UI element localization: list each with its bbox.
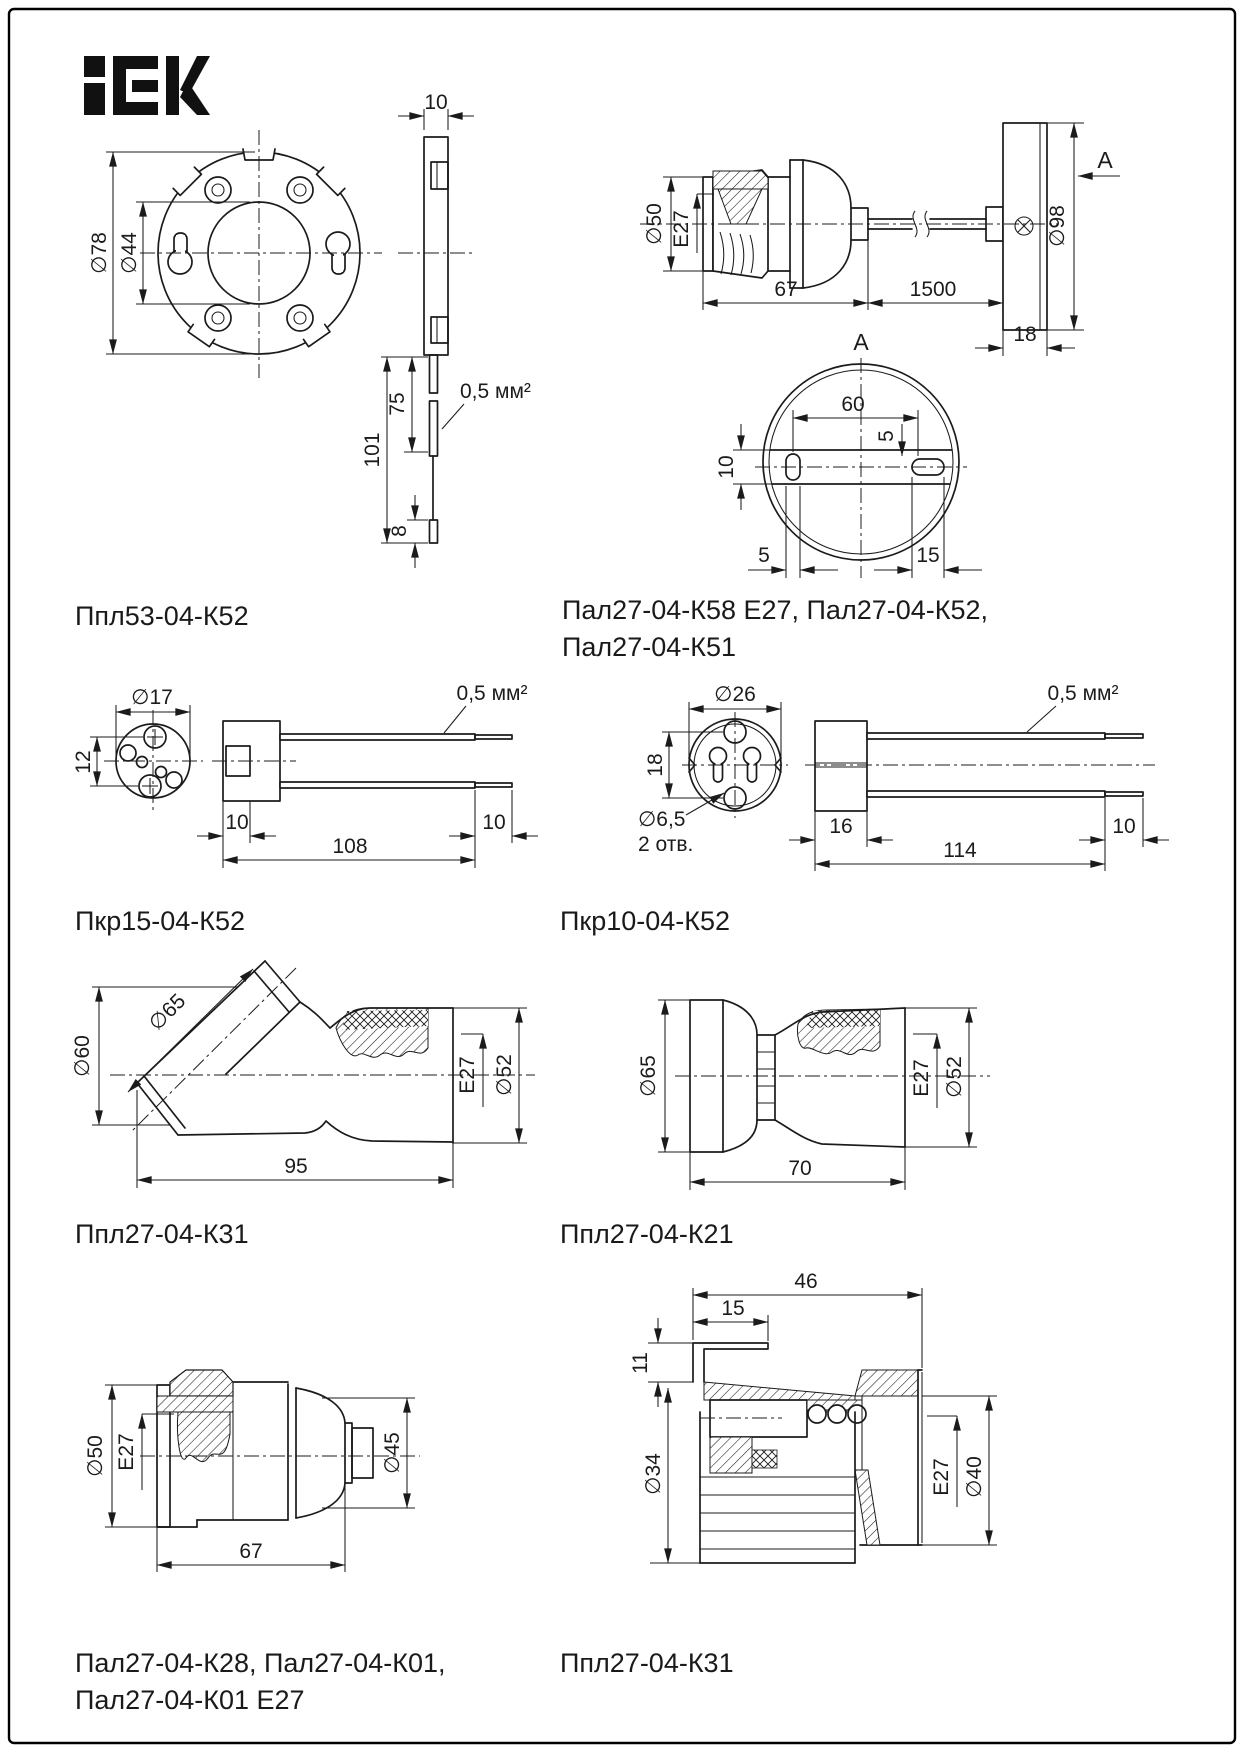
- dim-label-15: 15: [721, 1297, 745, 1320]
- d3-side-view: [212, 706, 512, 801]
- d4-dimensions: [662, 702, 1169, 871]
- iek-logo: [84, 56, 210, 115]
- d2-wall-plate: [1003, 123, 1047, 330]
- caption-pal27-k28-line1: Пал27-04-К28, Пал27-04-К01,: [75, 1648, 446, 1678]
- dim-label-18: 18: [1013, 323, 1037, 346]
- dim-label-dia34: ∅34: [642, 1453, 665, 1495]
- drawing-ppl27-04-k21: [637, 1000, 990, 1190]
- dim-label-12: 12: [72, 750, 95, 774]
- dim-label-16: 16: [829, 815, 853, 838]
- d2-section-a: [733, 358, 982, 578]
- wire-spec-label: 0,5 мм²: [460, 380, 531, 403]
- dim-label-95: 95: [284, 1155, 308, 1178]
- drawing-pal27-04-k28: [84, 1370, 420, 1572]
- dim-label-e27: E27: [456, 1056, 479, 1094]
- dim-label-10: 10: [1112, 815, 1136, 838]
- dim-label-8: 8: [388, 525, 411, 537]
- d4-face-view: [682, 712, 788, 818]
- dim-label-18: 18: [644, 753, 667, 777]
- dim-label-10-right: 10: [482, 811, 506, 834]
- d7-body: [140, 1370, 420, 1527]
- dim-label-70: 70: [788, 1157, 812, 1180]
- dim-label-dia17: ∅17: [131, 686, 173, 709]
- dim-label-5-offset: 5: [875, 430, 898, 442]
- wire-spec-label: 0,5 мм²: [456, 682, 528, 705]
- caption-pal27-line2: Пал27-04-К51: [562, 632, 736, 662]
- dim-label-e27: E27: [115, 1433, 138, 1471]
- dim-label-dia50: ∅50: [84, 1435, 107, 1477]
- dim-label-dia60: ∅60: [71, 1035, 94, 1077]
- dim-label-dia50: ∅50: [643, 203, 666, 245]
- dim-label-1500: 1500: [909, 278, 957, 301]
- dim-label-dia52: ∅52: [943, 1056, 966, 1098]
- wire-spec-label: 0,5 мм²: [1047, 682, 1119, 705]
- page-border: [9, 9, 1235, 1743]
- dim-label-dia6-5: ∅6,5: [638, 808, 686, 831]
- dim-label-2otv: 2 отв.: [638, 833, 694, 856]
- drawing-pkr10-04-k52: [638, 682, 1169, 871]
- d8-body: [693, 1343, 922, 1563]
- dim-label-e27: E27: [670, 210, 693, 248]
- caption-ppl53-04-k52: Ппл53-04-К52: [75, 601, 249, 631]
- caption-pal27-k28-line2: Пал27-04-К01 Е27: [75, 1685, 305, 1715]
- d5-body: [110, 961, 535, 1143]
- dim-label-5-bottom: 5: [758, 544, 770, 567]
- dim-label-dia78: ∅78: [88, 232, 111, 274]
- d3-face-view: [104, 710, 203, 813]
- caption-ppl27-04-k21: Ппл27-04-К21: [560, 1219, 734, 1249]
- drawing-pal27-04-k58: [640, 123, 1120, 578]
- dim-label-114: 114: [943, 839, 977, 862]
- dim-label-15: 15: [916, 544, 940, 567]
- dim-label-dia98: ∅98: [1046, 205, 1069, 247]
- dim-label-75: 75: [386, 392, 409, 416]
- dim-label-dia44: ∅44: [118, 232, 141, 274]
- dim-label-dia65: ∅65: [637, 1055, 660, 1097]
- dim-label-46: 46: [794, 1270, 818, 1293]
- dim-label-101: 101: [361, 432, 384, 468]
- caption-ppl27-04-k31: Ппл27-04-К31: [75, 1219, 249, 1249]
- dim-label-dia65: ∅65: [144, 989, 191, 1036]
- drawing-ppl53-04-k52: [88, 91, 531, 568]
- dim-label-e27: E27: [930, 1458, 953, 1496]
- dim-label-dia40: ∅40: [963, 1456, 986, 1498]
- caption-pal27-line1: Пал27-04-К58 Е27, Пал27-04-К52,: [562, 595, 989, 625]
- d1-side-view: [381, 109, 474, 568]
- drawing-ppl27-04-k31-angled: [71, 961, 535, 1188]
- dim-label-11: 11: [629, 1352, 652, 1374]
- dim-label-10-left: 10: [225, 811, 249, 834]
- dim-label-dia52: ∅52: [493, 1054, 516, 1096]
- d4-side-view: [805, 706, 1155, 811]
- section-label: A: [853, 329, 869, 355]
- drawing-ppl27-04-k31-section: [629, 1270, 997, 1563]
- caption-pkr15-04-k52: Пкр15-04-К52: [75, 906, 246, 936]
- view-arrow-label: A: [1097, 147, 1113, 173]
- dim-label-67: 67: [239, 1540, 263, 1563]
- caption-ppl27-04-k31-b: Ппл27-04-К31: [560, 1648, 734, 1678]
- dim-label-10: 10: [424, 91, 448, 114]
- dim-label-67: 67: [774, 278, 798, 301]
- dim-label-dia45: ∅45: [381, 1432, 404, 1474]
- dim-label-10-band: 10: [715, 455, 738, 479]
- caption-pkr10-04-k52: Пкр10-04-К52: [560, 906, 731, 936]
- drawing-pkr15-04-k52: [72, 682, 538, 868]
- dim-label-60: 60: [841, 393, 865, 416]
- dim-label-e27: E27: [910, 1059, 933, 1097]
- dim-label-dia26: ∅26: [714, 683, 756, 706]
- dim-label-108: 108: [332, 835, 368, 858]
